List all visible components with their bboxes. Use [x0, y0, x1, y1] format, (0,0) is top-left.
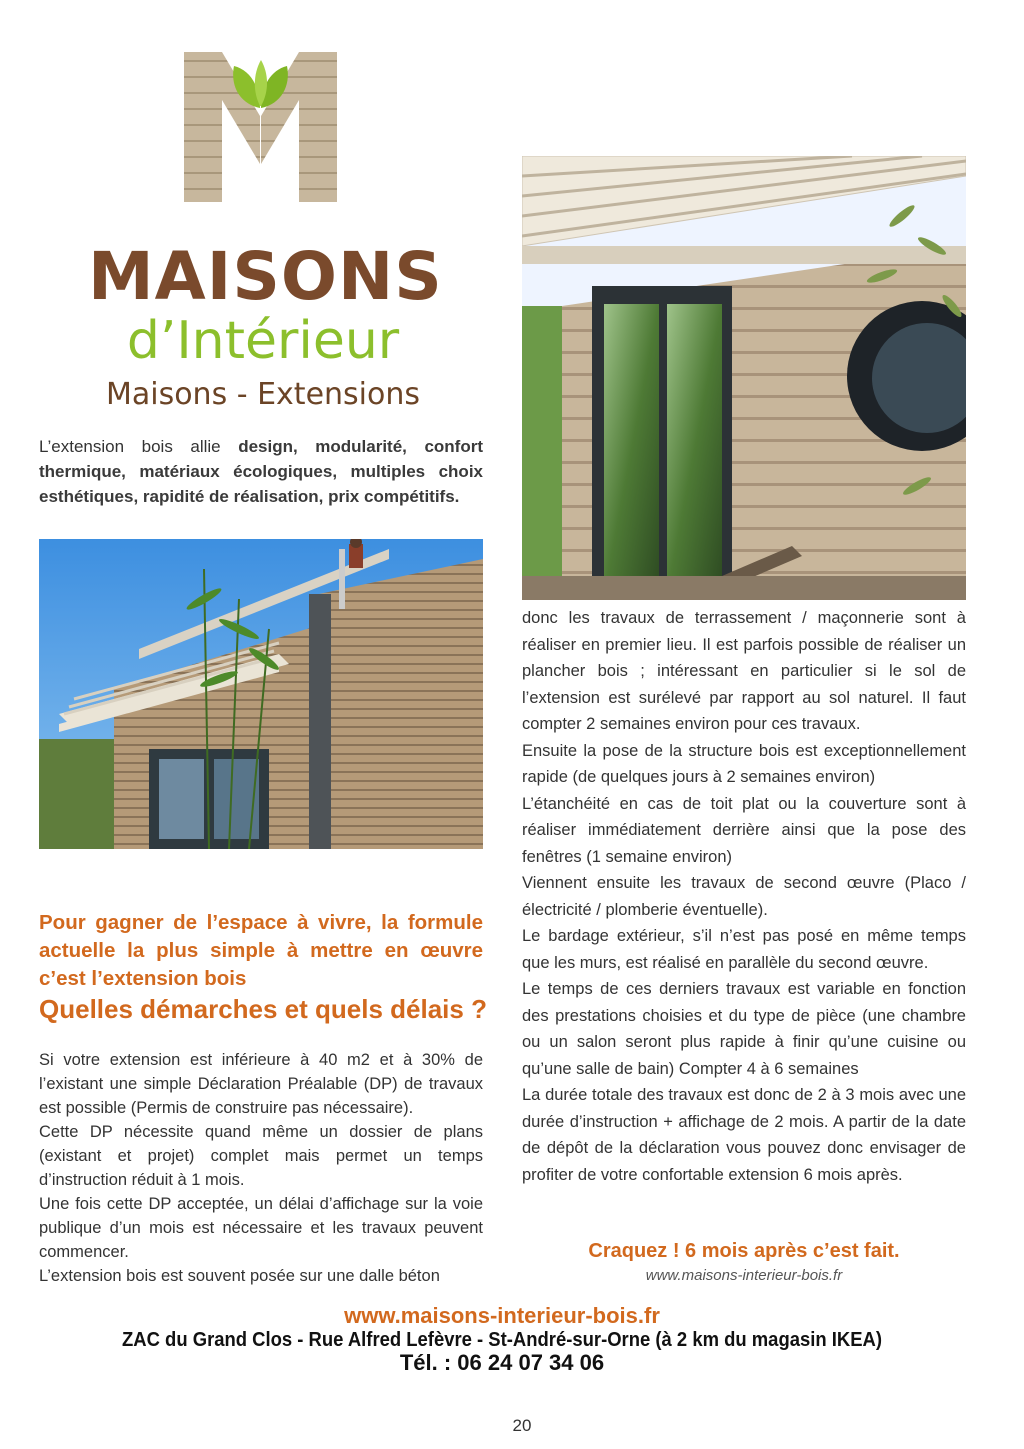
logo-mark-icon: [178, 46, 343, 206]
right-paragraph: La durée totale des travaux est donc de 2 à 3 mois avec une durée d’instruction + affichage de 2 mois. A partir de la date de dépôt de la déclaration vous pouvez donc envisager de profiter de votre confortable extension 6 mois après.: [522, 1086, 966, 1184]
closing-url-link[interactable]: www.maisons-interieur-bois.fr: [645, 1267, 843, 1284]
right-paragraph: Le bardage extérieur, s’il n’est pas posé en même temps que les murs, est réalisé en parallèle du second œuvre.: [522, 927, 966, 972]
extension-exterior-image: [39, 539, 483, 849]
extension-photo-left: [39, 539, 483, 849]
footer-address: ZAC du Grand Clos - Rue Alfred Lefèvre - St-André-sur-Orne (à 2 km du magasin IKEA): [122, 1328, 882, 1351]
brand-tagline: Maisons - Extensions: [105, 377, 421, 412]
left-paragraph: Si votre extension est inférieure à 40 m2 et à 30% de l’existant une simple Déclaration Préalable (DP) de travaux est possible (Permis de construire pas nécessaire).: [39, 1051, 483, 1117]
footer-website-link[interactable]: www.maisons-interieur-bois.fr: [344, 1303, 660, 1328]
right-paragraph: Ensuite la pose de la structure bois est exceptionnellement rapide (de quelques jours à 2 semaines environ): [522, 741, 966, 786]
right-paragraph: Viennent ensuite les travaux de second œuvre (Placo / électricité / plomberie éventuelle).: [522, 874, 966, 919]
intro-paragraph: [39, 434, 483, 509]
closing-slogan: Craquez ! 6 mois après c’est fait.: [588, 1240, 900, 1262]
section-question: Quelles démarches et quels délais ?: [39, 994, 487, 1024]
left-column-text: [39, 1048, 483, 1288]
extension-facade-image: [522, 156, 966, 600]
brand-subtitle: d’Intérieur: [126, 311, 400, 371]
intro-lead: L’extension bois allie: [39, 437, 239, 456]
brand-title: MAISONS: [88, 238, 443, 315]
brand-logo: [178, 46, 343, 206]
right-column-text: [522, 605, 966, 1188]
left-paragraph: Cette DP nécessite quand même un dossier de plans (existant et projet) complet mais permet un temps d’instruction réduit à 1 mois.: [39, 1123, 483, 1189]
right-paragraph: Le temps de ces derniers travaux est variable en fonction des prestations choisies et du type de pièce (une chambre ou un salon seront plus rapide à finir qu’une cuisine ou qu’une salle de bain) Compter 4 à 6 semaines: [522, 980, 966, 1078]
right-paragraph: donc les travaux de terrassement / maçonnerie sont à réaliser en premier lieu. Il est parfois possible de réaliser un plancher bois ; intéressant en particulier si le sol de l’extension est surélevé par rapport au sol naturel. Il faut compter 2 semaines environ pour ces travaux.: [522, 609, 966, 733]
headline: Pour gagner de l’espace à vivre, la formule actuelle la plus simple à mettre en œuvre c’est l’extension bois: [39, 911, 483, 990]
right-paragraph: L’étanchéité en cas de toit plat ou la couverture sont à réaliser immédiatement derrière ainsi que la pose des fenêtres (1 semaine environ): [522, 794, 966, 866]
left-paragraph: L’extension bois est souvent posée sur une dalle béton: [39, 1267, 440, 1285]
extension-photo-right: [522, 156, 966, 600]
left-paragraph: Une fois cette DP acceptée, un délai d’affichage sur la voie publique d’un mois est nécessaire et les travaux peuvent commencer.: [39, 1195, 483, 1261]
footer-phone: Tél. : 06 24 07 34 06: [399, 1350, 605, 1375]
page-number: 20: [512, 1416, 532, 1435]
intro-highlight: design, modularité, confort thermique, matériaux écologiques, multiples choix esthétiques, rapidité de réalisation, prix compétitifs.: [39, 437, 483, 506]
